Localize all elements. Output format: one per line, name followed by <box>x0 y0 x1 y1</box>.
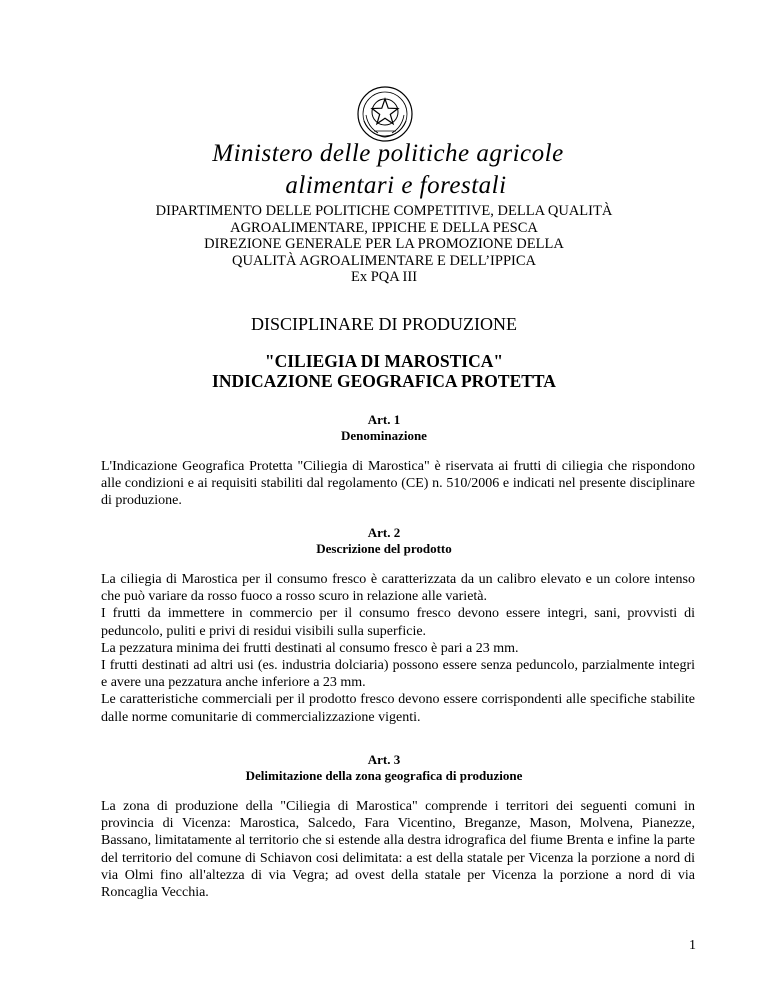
department-line: AGROALIMENTARE, IPPICHE E DELLA PESCA <box>230 219 538 236</box>
italian-republic-emblem-icon <box>356 85 414 143</box>
department-block <box>0 203 768 286</box>
article-number: Art. 1 <box>367 412 401 427</box>
paragraph: La zona di produzione della "Ciliegia di Marostica" comprende i territori dei seguenti comuni in provincia di Vicenza: Marostica, Salcedo, Fara Vicentino, Breganze, Mason, Molvena, Pianezze, Bassano, limitatamente al territorio che si estende alla destra idrografica del fiume Brenta e infine la parte del territorio del comune di Schiavon cosi delimitata: a est della statale per Vicenza la porzione a nord di via Olmi fino all'altezza di via Vegra; ad ovest della statale per Vicenza la porzione a nord di via Roncaglia Vecchia. <box>101 799 695 901</box>
paragraph: I frutti destinati ad altri usi (es. industria dolciaria) possono essere senza peduncolo, parzialmente integri e avere una pezzatura anche inferiore a 23 mm. <box>101 658 695 691</box>
paragraph: I frutti da immettere in commercio per il consumo fresco devono essere integri, sani, provvisti di peduncolo, puliti e privi di residui visibili sulla superficie. <box>101 606 695 639</box>
paragraph: L'Indicazione Geografica Protetta "Ciliegia di Marostica" è riservata ai frutti di ciliegia che rispondono alle condizioni e ai requisiti stabiliti dal regolamento (CE) n. 510/2006 e indicati nel presente disciplinare di produzione. <box>101 459 695 509</box>
article-heading: Delimitazione della zona geografica di produzione <box>245 768 523 783</box>
paragraph: Le caratteristiche commerciali per il prodotto fresco devono essere corrispondenti alle specifiche stabilite dalle norme comunitarie di commercializzazione vigenti. <box>101 692 695 725</box>
page-number: 1 <box>689 938 696 953</box>
ministry-name-line1: Ministero delle politiche agricole <box>212 140 564 167</box>
subtitle-line1: "CILIEGIA DI MAROSTICA" <box>264 351 504 371</box>
article-3-body <box>101 798 695 901</box>
article-number: Art. 2 <box>367 525 401 540</box>
article-1-header <box>0 412 768 444</box>
subtitle-line2: INDICAZIONE GEOGRAFICA PROTETTA <box>212 371 556 391</box>
document-subtitle <box>0 351 768 391</box>
article-heading: Denominazione <box>341 428 427 443</box>
article-heading: Descrizione del prodotto <box>316 541 452 556</box>
article-number: Art. 3 <box>367 752 401 767</box>
paragraph: La pezzatura minima dei frutti destinati al consumo fresco è pari a 23 mm. <box>101 640 519 656</box>
ministry-name-line2: alimentari e forestali <box>285 172 507 199</box>
paragraph: La ciliegia di Marostica per il consumo fresco è caratterizzata da un calibro elevato e un colore intenso che può variare da rosso fuoco a rosso scuro in relazione alle varietà. <box>101 572 695 605</box>
department-line: DIREZIONE GENERALE PER LA PROMOZIONE DELLA <box>204 236 564 253</box>
article-2-header <box>0 525 768 557</box>
department-line: Ex PQA III <box>350 269 418 286</box>
department-line: DIPARTIMENTO DELLE POLITICHE COMPETITIVE, DELLA QUALITÀ <box>155 203 613 219</box>
article-3-header <box>0 752 768 784</box>
department-line: QUALITÀ AGROALIMENTARE E DELL’IPPICA <box>232 252 536 269</box>
document-title: DISCIPLINARE DI PRODUZIONE <box>251 314 517 334</box>
article-1-body <box>101 458 695 510</box>
article-2-body <box>101 571 695 726</box>
